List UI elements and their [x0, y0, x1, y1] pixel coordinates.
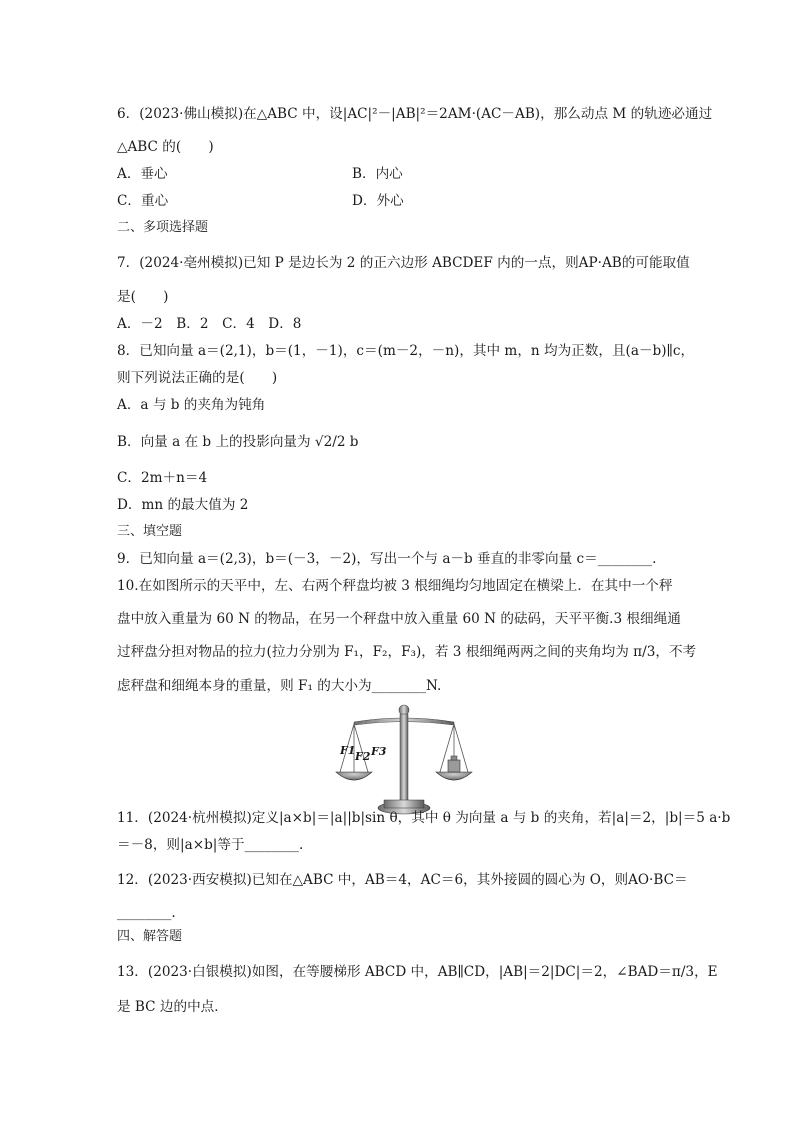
- q6-option-a: A．垂心: [117, 166, 168, 182]
- balance-scale-figure: [334, 700, 474, 820]
- section-solution-heading: 四、解答题: [117, 929, 183, 944]
- q8-line1: 8．已知向量 a＝(2,1)，b＝(1，－1)，c＝(m－2，－n)，其中 m，n 均为正数，且(a－b)∥c，: [117, 343, 695, 359]
- q10-line4: 虑秤盘和细绳本身的重量，则 F₁ 的大小为________N.: [117, 678, 442, 694]
- q13-line2: 是 BC 边的中点．: [117, 999, 228, 1015]
- q6-line2: △ABC 的( ): [117, 139, 214, 155]
- q11-line1: 11．(2024·杭州模拟)定义|a×b|＝|a||b|sin θ，其中 θ 为向量 a 与 b 的夹角，若|a|＝2，|b|＝5 a·b: [117, 810, 731, 826]
- force-label-f2: F2: [355, 750, 371, 763]
- q10-line1: 10.在如图所示的天平中，左、右两个秤盘均被 3 根细绳均匀地固定在横梁上．在其中一个秤: [117, 578, 673, 594]
- q11-line2: ＝－8，则|a×b|等于________.: [117, 837, 304, 853]
- q6-option-d: D．外心: [352, 193, 404, 209]
- q6-option-b: B．内心: [352, 166, 403, 182]
- force-label-f1: F1: [340, 744, 356, 757]
- section-multiple-choice-heading: 二、多项选择题: [117, 220, 209, 235]
- q8-option-d: D．mn 的最大值为 2: [117, 497, 249, 513]
- q8-option-b: B．向量 a 在 b 上的投影向量为 √2/2 b: [117, 434, 359, 450]
- q7-line1: 7．(2024·亳州模拟)已知 P 是边长为 2 的正六边形 ABCDEF 内的一点，则AP·AB的可能取值: [117, 255, 690, 271]
- q13-line1: 13．(2023·白银模拟)如图，在等腰梯形 ABCD 中，AB∥CD，|AB|＝2|DC|＝2，∠BAD＝π/3，E: [117, 964, 718, 980]
- q7-line2: 是( ): [117, 289, 169, 305]
- q6-line1: 6．(2023·佛山模拟)在△ABC 中，设|AC|²－|AB|²＝2AM·(AC－AB)，那么动点 M 的轨迹必通过: [117, 106, 713, 122]
- q8-option-a: A．a 与 b 的夹角为钝角: [117, 397, 266, 413]
- q7-options: A．－2 B．2 C．4 D．8: [117, 316, 302, 332]
- q10-line3: 过秤盘分担对物品的拉力(拉力分别为 F₁，F₂，F₃)，若 3 根细绳两两之间的夹角均为 π/3，不考: [117, 644, 697, 660]
- q12-line2: ________.: [117, 905, 176, 921]
- q6-option-c: C．重心: [117, 193, 169, 209]
- q8-line2: 则下列说法正确的是( ): [117, 370, 278, 386]
- q12-line1: 12．(2023·西安模拟)已知在△ABC 中，AB＝4，AC＝6，其外接圆的圆心为 O，则AO·BC＝: [117, 872, 688, 888]
- force-label-f3: F3: [371, 745, 387, 758]
- q9-line1: 9．已知向量 a＝(2,3)，b＝(－3，－2)，写出一个与 a－b 垂直的非零向量 c＝________.: [117, 551, 657, 567]
- q10-line2: 盘中放入重量为 60 N 的物品，在另一个秤盘中放入重量 60 N 的砝码，天平平衡.3 根细绳通: [117, 611, 681, 627]
- q8-option-c: C．2m＋n＝4: [117, 470, 208, 486]
- section-fill-in-heading: 三、填空题: [117, 524, 183, 539]
